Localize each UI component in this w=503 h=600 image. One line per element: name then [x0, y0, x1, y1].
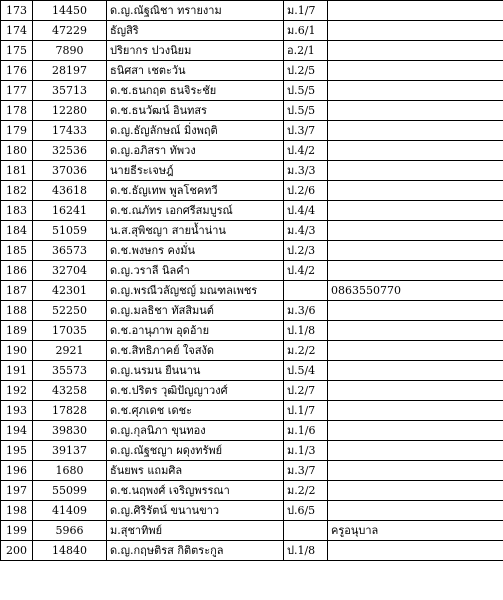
row-number-cell: 187 — [1, 281, 33, 301]
class-cell: ป.1/7 — [284, 401, 328, 421]
table-row — [1, 121, 503, 141]
student-name-cell: ธัญสิริ — [107, 21, 284, 41]
class-cell: ป.5/5 — [284, 101, 328, 121]
note-cell — [328, 161, 503, 181]
note-cell — [328, 361, 503, 381]
student-id-cell: 55099 — [33, 481, 107, 501]
table-row — [1, 481, 503, 501]
class-cell: ป.5/4 — [284, 361, 328, 381]
student-name-cell: ธนิศสา เชตะวัน — [107, 61, 284, 81]
student-id-cell: 14840 — [33, 541, 107, 561]
row-number-cell: 199 — [1, 521, 33, 541]
class-cell: ม.1/6 — [284, 421, 328, 441]
table-row — [1, 181, 503, 201]
row-number-cell: 186 — [1, 261, 33, 281]
table-row — [1, 401, 503, 421]
class-cell: อ.2/1 — [284, 41, 328, 61]
table-row — [1, 1, 503, 21]
student-name-cell: ด.ช.ศุภเดช เดชะ — [107, 401, 284, 421]
note-cell — [328, 421, 503, 441]
note-cell — [328, 141, 503, 161]
note-cell — [328, 221, 503, 241]
row-number-cell: 173 — [1, 1, 33, 21]
class-cell: ม.2/2 — [284, 341, 328, 361]
table-row — [1, 381, 503, 401]
note-cell — [328, 541, 503, 561]
row-number-cell: 190 — [1, 341, 33, 361]
student-name-cell: ด.ช.อานุภาพ อุดอ้าย — [107, 321, 284, 341]
student-id-cell: 41409 — [33, 501, 107, 521]
note-cell: 0863550770 — [328, 281, 503, 301]
class-cell: ป.4/2 — [284, 141, 328, 161]
note-cell — [328, 181, 503, 201]
row-number-cell: 189 — [1, 321, 33, 341]
row-number-cell: 192 — [1, 381, 33, 401]
class-cell: ป.3/7 — [284, 121, 328, 141]
class-cell: ป.2/6 — [284, 181, 328, 201]
student-name-cell: ด.ช.ธนกฤต ธนจิระชัย — [107, 81, 284, 101]
note-cell — [328, 121, 503, 141]
note-cell — [328, 1, 503, 21]
table-row — [1, 301, 503, 321]
table-row — [1, 41, 503, 61]
row-number-cell: 198 — [1, 501, 33, 521]
row-number-cell: 196 — [1, 461, 33, 481]
student-id-cell: 14450 — [33, 1, 107, 21]
student-id-cell: 35713 — [33, 81, 107, 101]
row-number-cell: 180 — [1, 141, 33, 161]
student-id-cell: 52250 — [33, 301, 107, 321]
note-cell — [328, 401, 503, 421]
class-cell: ป.1/8 — [284, 541, 328, 561]
note-cell — [328, 441, 503, 461]
student-name-cell: ด.ช.สิทธิภาคย์ ใจสงัด — [107, 341, 284, 361]
student-name-cell: นายธีระเจษฎ์ — [107, 161, 284, 181]
class-cell: ม.3/3 — [284, 161, 328, 181]
class-cell: ม.1/3 — [284, 441, 328, 461]
student-id-cell: 39830 — [33, 421, 107, 441]
student-id-cell: 7890 — [33, 41, 107, 61]
table-row — [1, 501, 503, 521]
row-number-cell: 177 — [1, 81, 33, 101]
note-cell — [328, 381, 503, 401]
table-row — [1, 161, 503, 181]
note-cell — [328, 501, 503, 521]
row-number-cell: 191 — [1, 361, 33, 381]
class-cell: ป.2/5 — [284, 61, 328, 81]
student-id-cell: 32536 — [33, 141, 107, 161]
row-number-cell: 184 — [1, 221, 33, 241]
student-id-cell: 51059 — [33, 221, 107, 241]
row-number-cell: 183 — [1, 201, 33, 221]
student-name-cell: ปริยากร ปวงนิยม — [107, 41, 284, 61]
note-cell — [328, 81, 503, 101]
class-cell: ป.2/3 — [284, 241, 328, 261]
note-cell — [328, 61, 503, 81]
table-row — [1, 81, 503, 101]
student-name-cell: ด.ญ.พรณีวลัญชญ์ มณฑลเพชร — [107, 281, 284, 301]
student-name-cell: ด.ช.นฤพงศ์ เจริญพรรณา — [107, 481, 284, 501]
note-cell — [328, 341, 503, 361]
student-id-cell: 39137 — [33, 441, 107, 461]
class-cell: ม.4/3 — [284, 221, 328, 241]
table-row — [1, 541, 503, 561]
note-cell — [328, 21, 503, 41]
row-number-cell: 194 — [1, 421, 33, 441]
row-number-cell: 197 — [1, 481, 33, 501]
student-id-cell: 36573 — [33, 241, 107, 261]
class-cell: ป.1/8 — [284, 321, 328, 341]
row-number-cell: 174 — [1, 21, 33, 41]
class-cell — [284, 521, 328, 541]
note-cell — [328, 321, 503, 341]
class-cell: ป.5/5 — [284, 81, 328, 101]
student-id-cell: 47229 — [33, 21, 107, 41]
row-number-cell: 179 — [1, 121, 33, 141]
row-number-cell: 200 — [1, 541, 33, 561]
student-id-cell: 1680 — [33, 461, 107, 481]
student-id-cell: 17035 — [33, 321, 107, 341]
class-cell: ป.2/7 — [284, 381, 328, 401]
row-number-cell: 176 — [1, 61, 33, 81]
student-name-cell: น.ส.สุพิชญา สายน้ำน่าน — [107, 221, 284, 241]
table-row — [1, 141, 503, 161]
note-cell — [328, 261, 503, 281]
student-name-cell: ด.ช.ธัญเทพ พูลโชคทวี — [107, 181, 284, 201]
student-id-cell: 2921 — [33, 341, 107, 361]
class-cell: ม.1/7 — [284, 1, 328, 21]
student-id-cell: 37036 — [33, 161, 107, 181]
student-id-cell: 35573 — [33, 361, 107, 381]
table-row — [1, 521, 503, 541]
note-cell — [328, 301, 503, 321]
table-row — [1, 321, 503, 341]
student-name-cell: ด.ญ.ธัญลักษณ์ มิ่งพฤติ — [107, 121, 284, 141]
class-cell: ป.4/2 — [284, 261, 328, 281]
student-name-cell: ด.ช.พงษกร คงมั่น — [107, 241, 284, 261]
student-id-cell: 17828 — [33, 401, 107, 421]
class-cell: ป.6/5 — [284, 501, 328, 521]
student-name-cell: ด.ช.ปริตร วุฒิปัญญาวงศ์ — [107, 381, 284, 401]
student-name-cell: ด.ช.ธนวัฒน์ อินทสร — [107, 101, 284, 121]
student-id-cell: 43618 — [33, 181, 107, 201]
table-row — [1, 21, 503, 41]
note-cell: ครูอนุบาล — [328, 521, 503, 541]
student-name-cell: ด.ญ.อภิสรา ทัพวง — [107, 141, 284, 161]
note-cell — [328, 481, 503, 501]
class-cell: ม.3/6 — [284, 301, 328, 321]
class-cell: ม.3/7 — [284, 461, 328, 481]
class-cell: ป.4/4 — [284, 201, 328, 221]
student-id-cell: 12280 — [33, 101, 107, 121]
row-number-cell: 188 — [1, 301, 33, 321]
note-cell — [328, 241, 503, 261]
roster-body — [1, 1, 503, 561]
student-name-cell: ด.ญ.ณัฐณิชา ทรายงาม — [107, 1, 284, 21]
table-row — [1, 281, 503, 301]
student-name-cell: ด.ญ.ณัฐชญา ผดุงทรัพย์ — [107, 441, 284, 461]
table-row — [1, 261, 503, 281]
row-number-cell: 182 — [1, 181, 33, 201]
table-row — [1, 421, 503, 441]
student-name-cell: ด.ญ.วราลี นิลคำ — [107, 261, 284, 281]
class-cell: ม.2/2 — [284, 481, 328, 501]
student-name-cell: ด.ญ.นรมน ยืนนาน — [107, 361, 284, 381]
note-cell — [328, 101, 503, 121]
row-number-cell: 193 — [1, 401, 33, 421]
class-cell — [284, 281, 328, 301]
student-name-cell: ด.ช.ณภัทร เอกศรีสมบูรณ์ — [107, 201, 284, 221]
note-cell — [328, 461, 503, 481]
table-row — [1, 441, 503, 461]
table-row — [1, 61, 503, 81]
student-name-cell: ด.ญ.มลธิชา ทัสสิมนต์ — [107, 301, 284, 321]
student-name-cell: ด.ญ.ศิริรัตน์ ขนานขาว — [107, 501, 284, 521]
table-row — [1, 341, 503, 361]
table-row — [1, 461, 503, 481]
note-cell — [328, 41, 503, 61]
student-id-cell: 42301 — [33, 281, 107, 301]
student-name-cell: ด.ญ.กุลนิภา ขุนทอง — [107, 421, 284, 441]
table-row — [1, 101, 503, 121]
row-number-cell: 175 — [1, 41, 33, 61]
class-cell: ม.6/1 — [284, 21, 328, 41]
note-cell — [328, 201, 503, 221]
table-row — [1, 361, 503, 381]
student-name-cell: ธันยพร แถมศิล — [107, 461, 284, 481]
student-id-cell: 43258 — [33, 381, 107, 401]
student-name-cell: ด.ญ.กฤษติรส กิติตระกูล — [107, 541, 284, 561]
student-name-cell: ม.สุชาทิพย์ — [107, 521, 284, 541]
row-number-cell: 181 — [1, 161, 33, 181]
row-number-cell: 185 — [1, 241, 33, 261]
row-number-cell: 195 — [1, 441, 33, 461]
student-id-cell: 5966 — [33, 521, 107, 541]
table-row — [1, 221, 503, 241]
student-id-cell: 16241 — [33, 201, 107, 221]
student-id-cell: 17433 — [33, 121, 107, 141]
table-row — [1, 201, 503, 221]
student-id-cell: 28197 — [33, 61, 107, 81]
table-row — [1, 241, 503, 261]
student-id-cell: 32704 — [33, 261, 107, 281]
row-number-cell: 178 — [1, 101, 33, 121]
